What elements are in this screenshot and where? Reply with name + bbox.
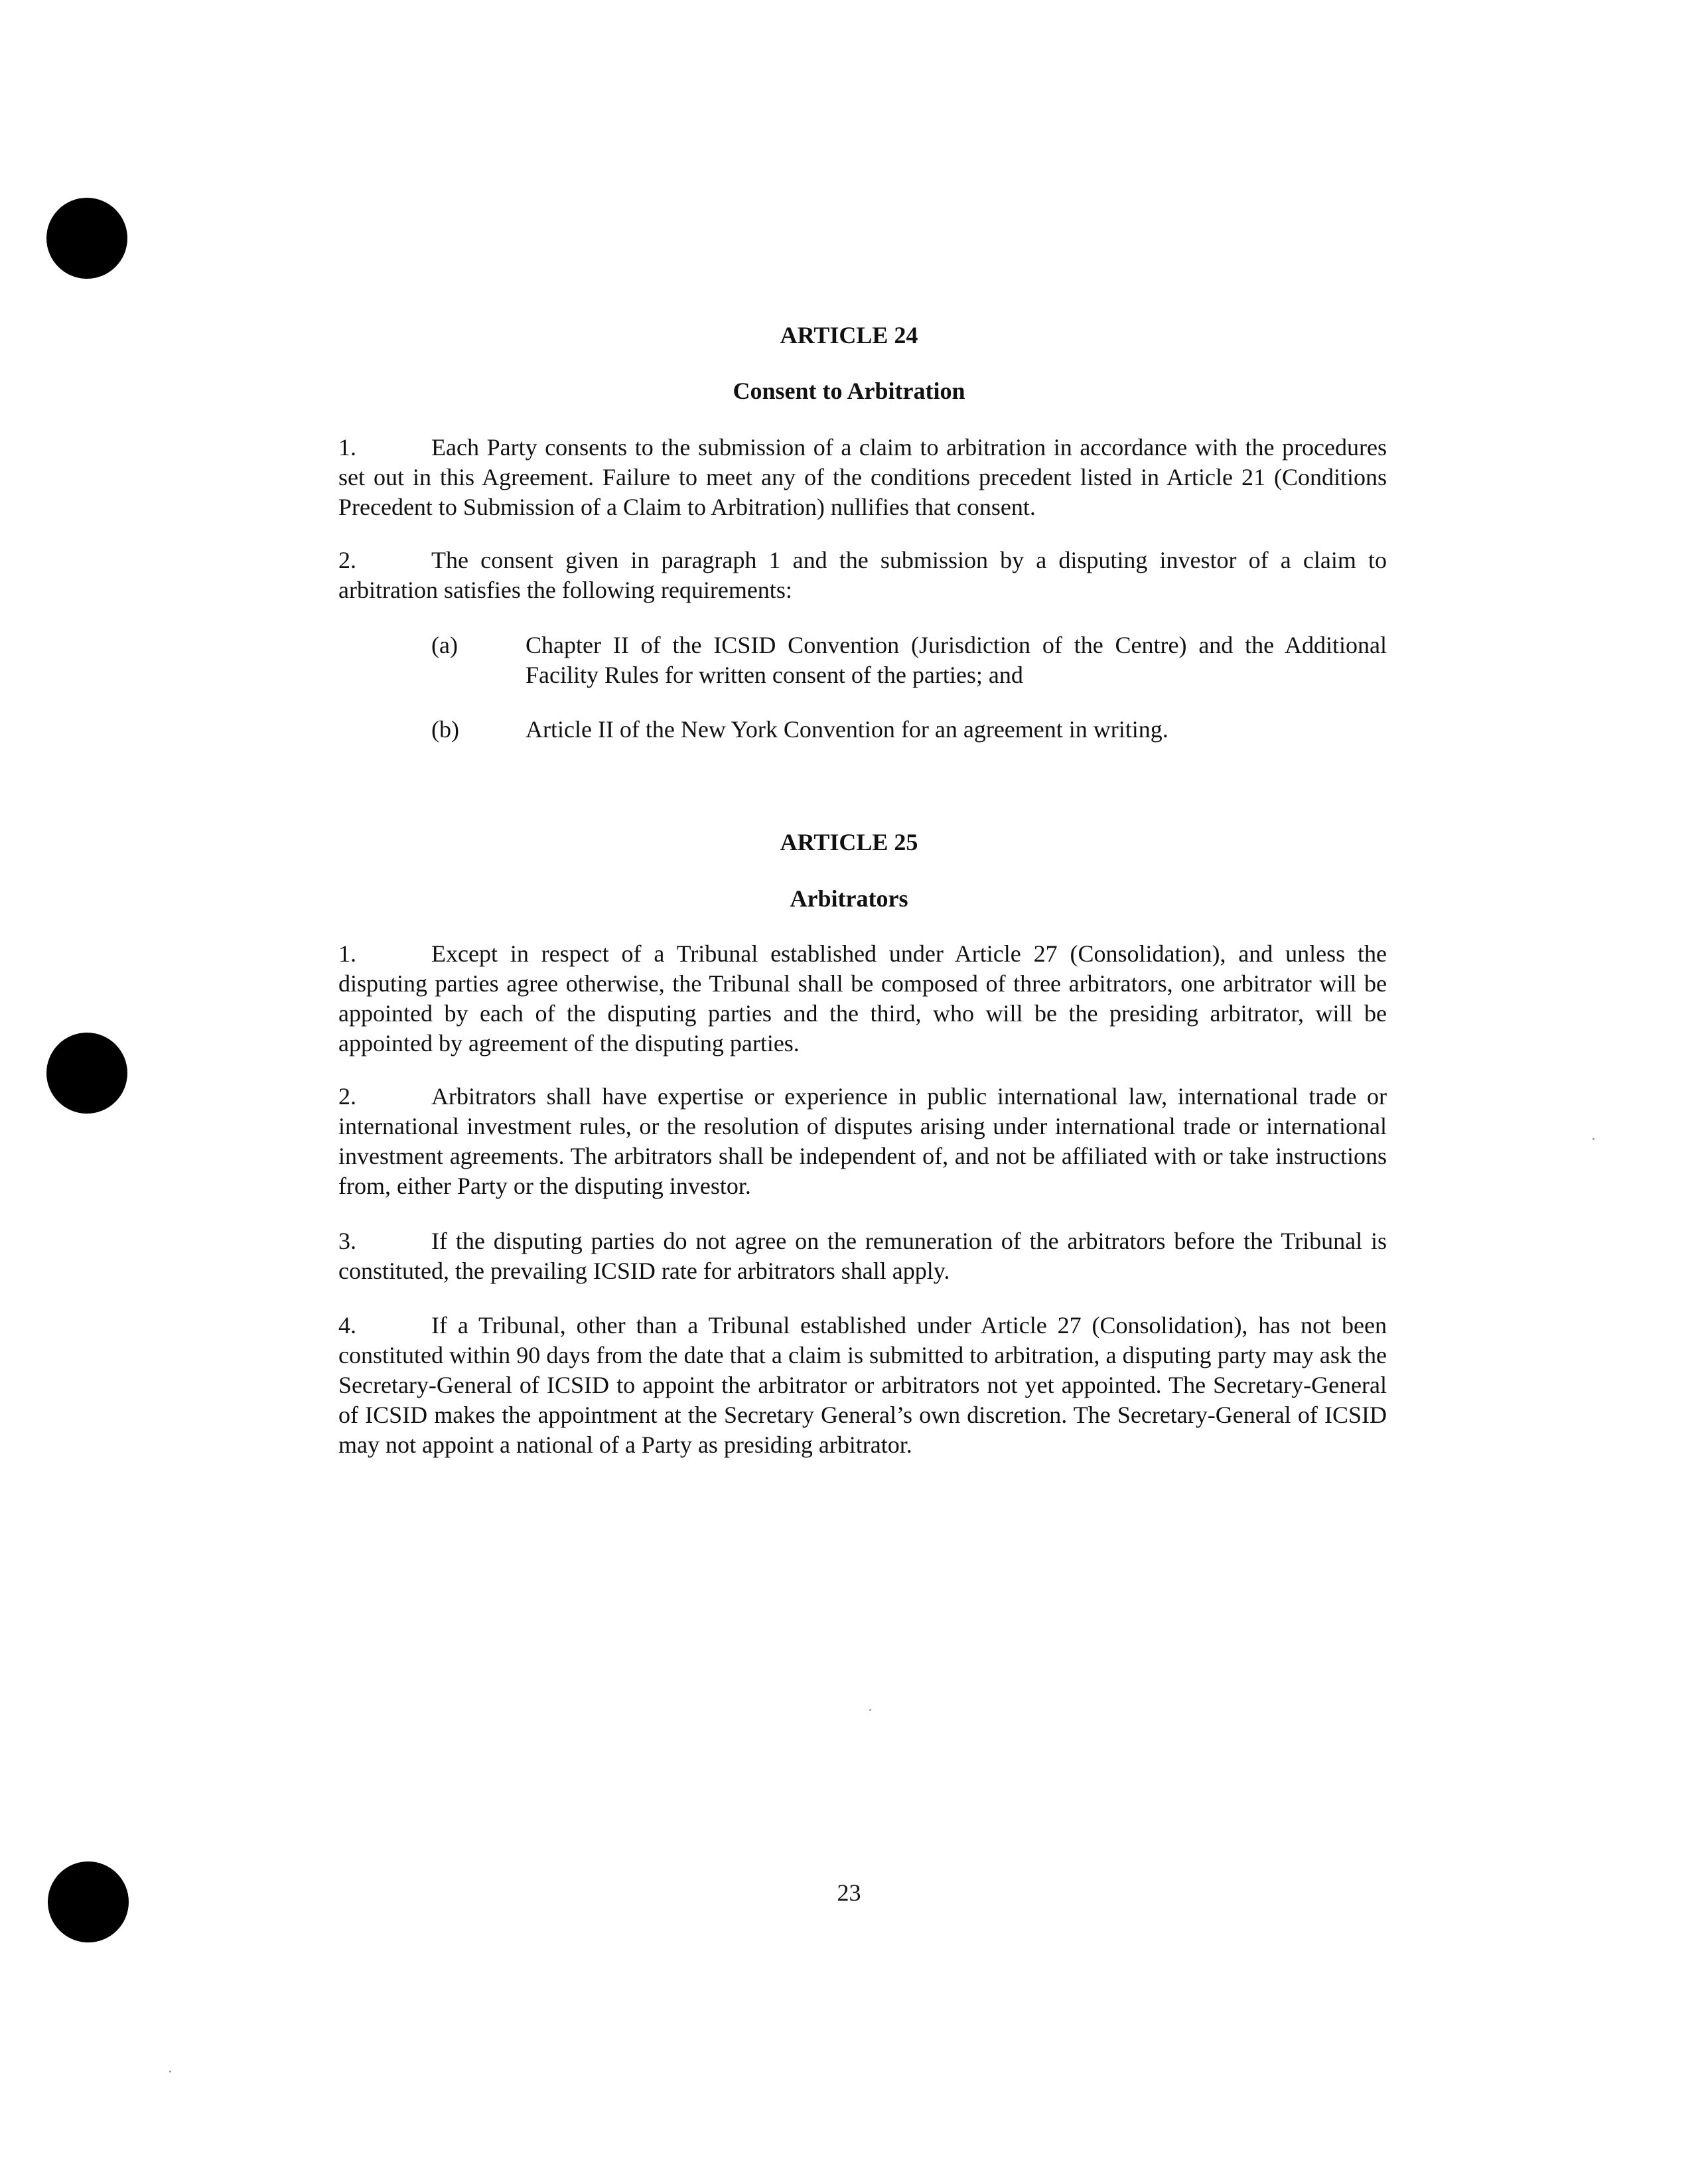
scan-speck <box>1592 1138 1594 1140</box>
article-25-heading: ARTICLE 25 <box>780 829 918 855</box>
paragraph-number: 1. <box>338 940 356 967</box>
paragraph-text: The consent given in paragraph 1 and the submission by a disputing investor of a claim to arbitration satisfies the following requirements: <box>338 547 1387 603</box>
article-24-paragraph-1 <box>338 433 1387 522</box>
paragraph-number: 4. <box>338 1312 356 1339</box>
paragraph-text: Except in respect of a Tribunal established under Article 27 (Consolidation), and unless the disputing parties agree otherwise, the Tribunal shall be composed of three arbitrators, one arbitrator will be appointed by each of the disputing parties and the third, who will be the presiding arbitrator, will be appointed by agreement of the disputing parties. <box>338 940 1387 1056</box>
page-number: 23 <box>837 1879 861 1906</box>
paragraph-number: 2. <box>338 1083 356 1110</box>
paragraph-number: 1. <box>338 434 356 461</box>
subitem-text: Chapter II of the ICSID Convention (Jurisdiction of the Centre) and the Additional Facility Rules for written consent of the parties; and <box>526 632 1387 688</box>
paragraph-text: Arbitrators shall have expertise or experience in public international law, international trade or international investment rules, or the resolution of disputes arising under international trade or international investment agreements. The arbitrators shall be independent of, and not be affiliated with or take instructions from, either Party or the disputing investor. <box>338 1083 1387 1199</box>
paragraph-number: 3. <box>338 1228 356 1254</box>
article-25-subheading: Arbitrators <box>790 885 908 912</box>
article-24-subitem-a <box>431 630 1387 690</box>
article-25-paragraph-3 <box>338 1226 1387 1286</box>
paragraph-number: 2. <box>338 547 356 573</box>
article-24-paragraph-2 <box>338 546 1387 605</box>
paragraph-text: If a Tribunal, other than a Tribunal established under Article 27 (Consolidation), has not been constituted within 90 days from the date that a claim is submitted to arbitration, a disputing party may ask the Secretary-General of ICSID to appoint the arbitrator or arbitrators not yet appointed. The Secretary-General of ICSID makes the appointment at the Secretary General’s own discretion. The Secretary-General of ICSID may not appoint a national of a Party as presiding arbitrator. <box>338 1312 1387 1458</box>
article-24-heading: ARTICLE 24 <box>780 322 918 348</box>
paragraph-text: Each Party consents to the submission of a claim to arbitration in accordance with the procedures set out in this Agreement. Failure to meet any of the conditions precedent listed in Article 21 (Conditions Precedent to Submission of a Claim to Arbitration) nullifies that consent. <box>338 434 1387 520</box>
scan-speck <box>169 2071 171 2073</box>
subitem-label: (b) <box>431 716 459 743</box>
article-25-paragraph-1 <box>338 939 1387 1058</box>
article-25-paragraph-2 <box>338 1082 1387 1201</box>
punch-hole-middle <box>46 1033 127 1114</box>
article-24-subheading: Consent to Arbitration <box>733 378 965 404</box>
article-25-paragraph-4 <box>338 1311 1387 1460</box>
scan-speck <box>869 1709 871 1711</box>
subitem-text: Article II of the New York Convention for an agreement in writing. <box>526 716 1168 743</box>
paragraph-text: If the disputing parties do not agree on the remuneration of the arbitrators before the Tribunal is constituted, the prevailing ICSID rate for arbitrators shall apply. <box>338 1228 1387 1284</box>
article-24-subitem-b <box>431 715 1387 745</box>
subitem-label: (a) <box>431 632 458 658</box>
punch-hole-top <box>46 198 127 279</box>
